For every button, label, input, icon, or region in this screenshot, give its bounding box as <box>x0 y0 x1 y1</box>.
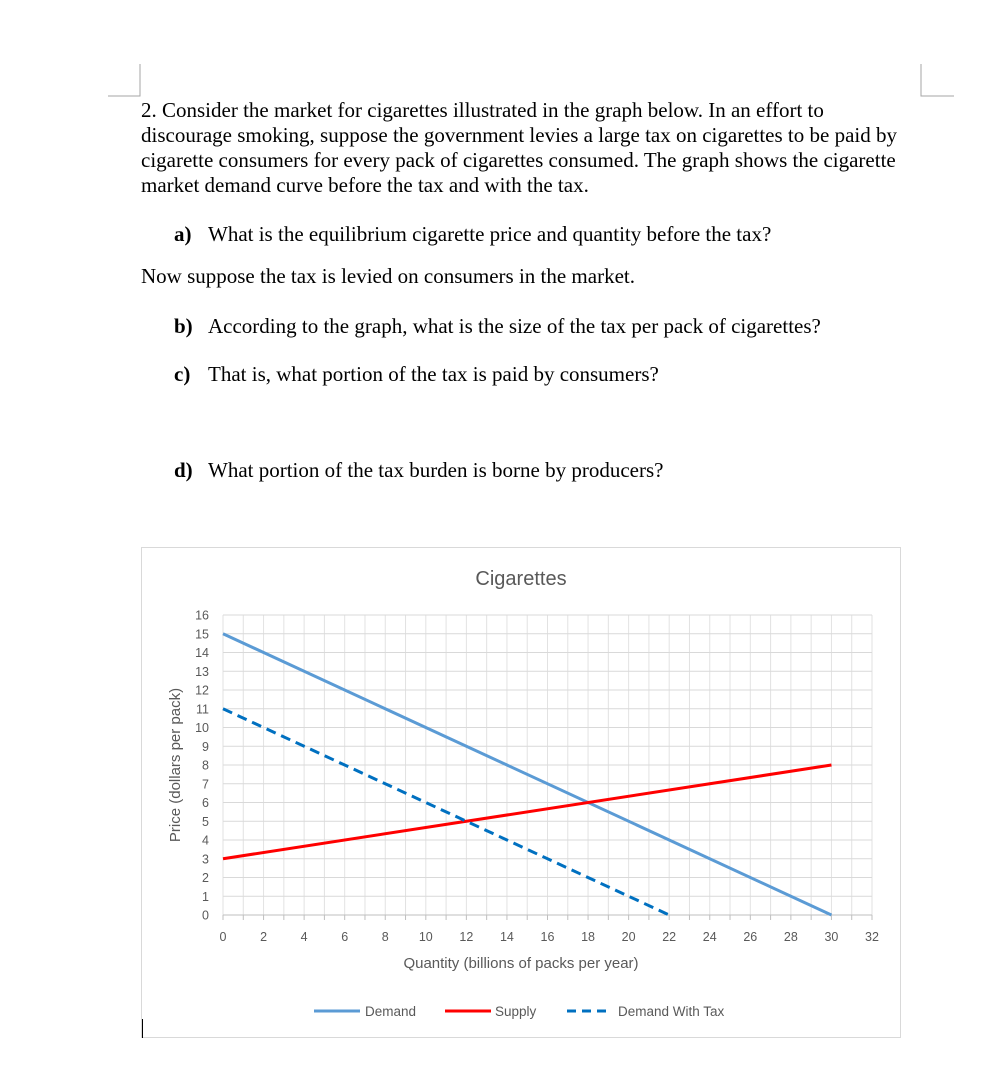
legend-label-demand-with-tax: Demand With Tax <box>618 1004 725 1019</box>
x-tick-label: 20 <box>621 930 636 944</box>
x-tick-label: 4 <box>300 930 308 944</box>
y-tick-label: 4 <box>202 833 209 848</box>
chart-title: Cigarettes <box>475 568 567 590</box>
y-tick-label: 0 <box>202 908 209 923</box>
question-d-text: What portion of the tax burden is borne by producers? <box>208 458 664 482</box>
x-tick-label: 8 <box>381 930 389 944</box>
y-tick-label: 8 <box>202 758 209 773</box>
question-a-label: a) <box>174 222 192 246</box>
question-b-label: b) <box>174 314 193 338</box>
x-tick-label: 32 <box>865 930 879 944</box>
y-tick-label: 3 <box>202 852 209 867</box>
y-tick-label: 15 <box>195 627 209 642</box>
x-tick-label: 28 <box>783 930 798 944</box>
y-tick-label: 10 <box>195 721 209 735</box>
question-a <box>174 222 771 247</box>
x-tick-label: 2 <box>260 930 268 944</box>
question-c-text: That is, what portion of the tax is paid by consumers? <box>208 362 659 386</box>
y-tick-label: 2 <box>202 871 209 885</box>
text-cursor <box>142 1019 143 1038</box>
y-tick-label: 13 <box>195 664 209 679</box>
x-tick-label: 30 <box>824 930 839 944</box>
question-intro: 2. Consider the market for cigarettes illustrated in the graph below. In an effort to discourage smoking, suppose the government levies a large tax on cigarettes to be paid by cigarette consumers for every pack of cigarettes consumed. The graph shows the cigarette market demand curve before the tax and with the tax. <box>141 98 897 197</box>
x-tick-label: 0 <box>219 930 227 944</box>
question-c-label: c) <box>174 362 191 386</box>
x-tick-label: 24 <box>702 930 717 944</box>
y-tick-label: 7 <box>202 777 209 792</box>
question-b-text: According to the graph, what is the size of the tax per pack of cigarettes? <box>208 314 821 338</box>
y-tick-label: 11 <box>196 702 209 717</box>
x-tick-label: 26 <box>743 930 758 944</box>
y-tick-label: 1 <box>202 889 209 904</box>
y-tick-label: 6 <box>202 796 209 810</box>
top-left-corner-mark <box>108 64 144 100</box>
cigarettes-chart[interactable] <box>141 547 901 1038</box>
question-d <box>174 458 663 483</box>
chart-svg <box>142 548 900 1037</box>
y-tick-label: 14 <box>195 646 209 660</box>
y-tick-label: 5 <box>202 814 209 829</box>
top-right-corner-mark <box>919 64 955 100</box>
y-tick-label: 12 <box>195 683 209 698</box>
y-tick-label: 16 <box>195 608 209 623</box>
x-tick-label: 14 <box>499 930 514 944</box>
x-tick-label: 12 <box>459 930 474 944</box>
x-tick-label: 6 <box>341 930 349 944</box>
legend-label-demand: Demand <box>365 1004 417 1019</box>
x-tick-label: 10 <box>418 930 433 944</box>
question-b <box>174 314 821 339</box>
legend-label-supply: Supply <box>495 1004 537 1019</box>
y-tick-label: 9 <box>202 739 209 754</box>
x-tick-label: 18 <box>581 930 596 944</box>
question-transition: Now suppose the tax is levied on consumers in the market. <box>141 264 635 288</box>
y-axis-title: Price (dollars per pack) <box>167 687 184 843</box>
question-c <box>174 362 659 387</box>
x-axis-title: Quantity (billions of packs per year) <box>403 955 639 972</box>
question-a-text: What is the equilibrium cigarette price and quantity before the tax? <box>208 222 772 246</box>
question-d-label: d) <box>174 458 193 482</box>
x-tick-label: 16 <box>540 930 555 944</box>
x-tick-label: 22 <box>662 930 677 944</box>
